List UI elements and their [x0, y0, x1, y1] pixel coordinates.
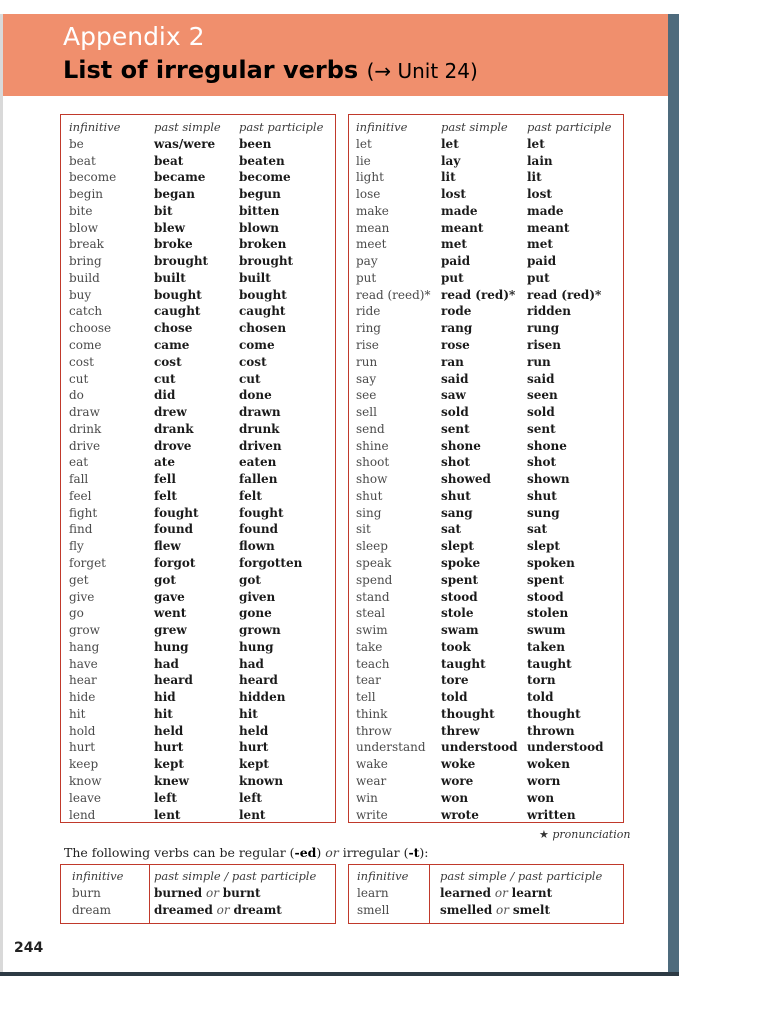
verb-past-participle: spoken — [527, 556, 575, 571]
verb-past-simple: showed — [441, 472, 491, 487]
verb-past-simple: shut — [441, 488, 471, 503]
intro-text-1: The following verbs can be regular ( — [64, 845, 295, 860]
verb-infinitive: hit — [69, 706, 86, 721]
intro-text-3: irregular ( — [338, 845, 409, 860]
verb-infinitive: teach — [356, 656, 390, 671]
verb-past-simple: came — [154, 338, 190, 352]
verb-past-simple: felt — [154, 488, 177, 503]
verb-infinitive: sell — [356, 405, 377, 420]
verb-past-participle: flown — [239, 539, 275, 554]
verb-past-simple: rang — [441, 321, 473, 336]
verb-infinitive: draw — [69, 405, 100, 420]
intro-text-2: ) — [316, 845, 326, 860]
verb-past-participle: stood — [527, 589, 564, 604]
verb-infinitive: hear — [69, 673, 97, 688]
verb-past-simple: made — [441, 203, 478, 218]
verb-past-participle: lent — [239, 807, 266, 822]
verb-infinitive: mean — [356, 220, 390, 235]
verb-infinitive: burn — [72, 886, 101, 900]
verb-past-simple: began — [154, 187, 195, 202]
column-header: infinitive — [72, 869, 124, 883]
verb-past-simple: saw — [441, 388, 466, 403]
verb-past-participle: begun — [239, 187, 281, 202]
verb-past-simple: got — [154, 572, 176, 587]
verb-infinitive: do — [69, 388, 84, 403]
intro-irregular: -t — [408, 845, 420, 860]
verb-past-simple: lent — [154, 807, 181, 822]
verb-past-simple: sold — [441, 405, 469, 420]
intro-text-4: ): — [419, 845, 429, 860]
verb-past-participle: hit — [239, 706, 258, 721]
intro-or: or — [325, 845, 339, 860]
verb-past-simple: hung — [154, 639, 189, 654]
verb-past-simple: drank — [154, 421, 194, 436]
verb-infinitive: forget — [69, 556, 107, 571]
verb-past-simple: tore — [441, 673, 469, 688]
column-header: past participle — [239, 120, 324, 134]
verb-infinitive: ring — [356, 321, 381, 336]
verb-forms: dreamed or dreamt — [154, 903, 282, 917]
verb-past-participle: hidden — [239, 690, 286, 705]
verb-infinitive: hide — [69, 690, 96, 705]
verb-past-simple: bit — [154, 203, 173, 218]
verb-past-simple: broke — [154, 237, 193, 252]
verb-infinitive: find — [69, 522, 93, 537]
verb-past-simple: met — [441, 237, 467, 252]
verb-past-simple: took — [441, 639, 471, 654]
column-header: past participle — [527, 120, 612, 134]
verb-past-participle: torn — [527, 673, 556, 688]
verb-past-participle: thrown — [527, 723, 575, 738]
verb-infinitive: spend — [356, 572, 393, 587]
verb-infinitive: fight — [69, 505, 98, 520]
verb-infinitive: learn — [357, 886, 389, 900]
verb-past-participle: done — [239, 388, 272, 403]
verb-infinitive: hurt — [69, 740, 96, 755]
verb-past-participle: lit — [527, 170, 542, 185]
verb-infinitive: pay — [356, 254, 378, 269]
verb-past-participle: driven — [239, 438, 282, 453]
verb-past-participle: grown — [239, 623, 281, 638]
verb-past-participle: been — [239, 136, 272, 151]
verb-infinitive: smell — [357, 903, 390, 917]
verb-past-participle: bought — [239, 287, 287, 302]
verb-past-participle: woken — [527, 757, 571, 772]
verb-past-simple: blew — [154, 220, 185, 235]
verb-past-participle: shone — [527, 438, 567, 453]
verb-past-participle: met — [527, 237, 553, 252]
verb-infinitive: bite — [69, 203, 93, 218]
verb-infinitive: think — [356, 706, 388, 721]
verb-past-participle: rung — [527, 321, 560, 336]
verb-past-simple: gave — [154, 589, 185, 604]
verb-infinitive: know — [69, 774, 102, 789]
verb-past-participle: gone — [239, 606, 272, 621]
verb-infinitive: light — [356, 170, 384, 185]
verb-past-simple: put — [441, 270, 464, 285]
verb-infinitive: fly — [69, 539, 84, 554]
verb-infinitive: eat — [69, 455, 89, 470]
verb-past-simple: sang — [441, 505, 473, 520]
verb-past-participle: built — [239, 270, 271, 285]
verb-past-simple: sat — [441, 522, 462, 537]
verb-past-participle: understood — [527, 740, 604, 755]
verb-past-participle: shot — [527, 455, 557, 470]
verb-past-simple: paid — [441, 254, 471, 269]
verb-infinitive: steal — [356, 606, 386, 621]
star-icon: ★ — [539, 828, 549, 841]
verb-past-participle: shown — [527, 472, 570, 487]
verb-past-simple: drove — [154, 438, 192, 453]
column-header: infinitive — [357, 869, 409, 883]
verb-infinitive: feel — [69, 488, 92, 503]
verb-infinitive: lose — [356, 187, 381, 202]
verb-past-participle: broken — [239, 237, 287, 252]
verb-past-participle: told — [527, 690, 554, 705]
verb-past-simple: drew — [154, 405, 187, 420]
verb-past-simple: thought — [441, 706, 495, 721]
verb-past-participle: sold — [527, 405, 555, 420]
verb-past-simple: fought — [154, 505, 199, 520]
page-title — [63, 56, 478, 84]
verb-past-simple: rode — [441, 304, 472, 319]
verb-past-simple: cost — [154, 354, 182, 369]
verb-infinitive: bring — [69, 254, 102, 269]
verb-past-participle: hurt — [239, 740, 269, 755]
verb-infinitive: swim — [356, 623, 388, 638]
verb-past-participle: sat — [527, 522, 548, 537]
verb-past-simple: lost — [441, 187, 466, 202]
verb-infinitive: keep — [69, 757, 99, 772]
verb-past-simple: grew — [154, 623, 187, 638]
verb-infinitive: drive — [69, 438, 101, 453]
verb-past-simple: wrote — [441, 807, 479, 822]
verb-past-participle: hung — [239, 639, 274, 654]
verb-past-simple: beat — [154, 153, 184, 168]
verb-past-participle: said — [527, 371, 555, 386]
verb-infinitive: beat — [69, 153, 96, 168]
appendix-label: Appendix 2 — [63, 22, 205, 51]
verb-past-simple: went — [154, 606, 187, 621]
verb-past-simple: woke — [441, 757, 476, 772]
verb-past-participle: swum — [527, 623, 566, 638]
verb-past-participle: caught — [239, 304, 286, 319]
verb-past-participle: seen — [527, 388, 558, 403]
verb-past-simple: ran — [441, 354, 464, 369]
verb-past-simple: meant — [441, 220, 484, 235]
verb-past-simple: hurt — [154, 740, 184, 755]
verb-past-participle: found — [239, 522, 279, 537]
verb-past-participle: shut — [527, 488, 557, 503]
verb-infinitive: lend — [69, 807, 96, 822]
verb-past-participle: let — [527, 136, 545, 151]
verb-infinitive: win — [356, 790, 378, 805]
verb-infinitive: meet — [356, 237, 387, 252]
verb-infinitive: shut — [356, 488, 383, 503]
verb-past-simple: won — [441, 790, 469, 805]
verb-past-participle: put — [527, 270, 550, 285]
verb-past-participle: got — [239, 572, 261, 587]
verb-past-participle: lain — [527, 153, 553, 168]
unit-reference: (→ Unit 24) — [366, 59, 478, 83]
verb-past-participle: cost — [239, 354, 267, 369]
verb-infinitive: build — [69, 270, 100, 285]
verb-past-participle: drawn — [239, 405, 281, 420]
verb-past-simple: knew — [154, 774, 190, 789]
appendix-header — [3, 14, 668, 96]
verb-infinitive: tear — [356, 673, 381, 688]
verb-past-simple: threw — [441, 723, 480, 738]
verb-infinitive: write — [356, 807, 388, 822]
verb-past-participle: meant — [527, 220, 570, 235]
verb-past-participle: run — [527, 354, 551, 369]
verb-infinitive: grow — [69, 623, 100, 638]
verb-past-participle: spent — [527, 572, 565, 587]
verb-infinitive: speak — [356, 556, 392, 571]
column-header: past simple / past participle — [440, 869, 603, 883]
verb-past-simple: swam — [441, 623, 479, 638]
verb-past-participle: held — [239, 723, 269, 738]
verb-past-simple: ate — [154, 455, 175, 470]
verb-infinitive: shoot — [356, 455, 390, 470]
regular-irregular-intro — [64, 845, 429, 860]
verb-infinitive: hold — [69, 723, 96, 738]
verb-past-simple: fell — [154, 472, 176, 487]
verb-past-simple: stole — [441, 606, 474, 621]
verb-past-participle: made — [527, 203, 564, 218]
verb-past-participle: become — [239, 170, 291, 185]
verb-infinitive: see — [356, 388, 377, 403]
verb-past-participle: bitten — [239, 203, 280, 218]
verb-forms: learned or learnt — [440, 886, 553, 900]
verb-past-simple: spoke — [441, 556, 481, 571]
verb-past-participle: left — [239, 790, 262, 805]
verb-past-simple: became — [154, 170, 206, 185]
verb-past-participle: won — [527, 790, 555, 805]
verb-infinitive: break — [69, 237, 104, 252]
verb-infinitive: blow — [69, 220, 99, 235]
verb-infinitive: become — [69, 170, 117, 185]
verb-forms: burned or burnt — [154, 886, 261, 900]
footnote-text: pronunciation — [552, 828, 631, 841]
verb-past-simple: did — [154, 388, 176, 403]
verb-past-participle: heard — [239, 673, 278, 688]
verb-infinitive: tell — [356, 690, 376, 705]
verb-forms: smelled or smelt — [440, 903, 551, 917]
verb-past-simple: found — [154, 522, 194, 537]
verb-past-simple: taught — [441, 656, 486, 671]
verb-past-participle: fought — [239, 505, 284, 520]
column-header: infinitive — [69, 120, 121, 134]
verb-infinitive: say — [356, 371, 377, 386]
verb-infinitive: read (reed)* — [356, 287, 431, 302]
verb-past-participle: slept — [527, 539, 560, 554]
verb-past-participle: stolen — [527, 606, 569, 621]
verb-past-simple: forgot — [154, 556, 196, 571]
verb-past-simple: let — [441, 136, 459, 151]
verb-past-simple: had — [154, 656, 179, 671]
verb-past-simple: chose — [154, 321, 193, 336]
verb-past-simple: flew — [154, 539, 181, 554]
verb-past-participle: blown — [239, 220, 280, 235]
verb-infinitive: shine — [356, 438, 389, 453]
verb-infinitive: wear — [356, 774, 387, 789]
verb-infinitive: cost — [69, 354, 94, 369]
page-right-edge — [668, 14, 679, 976]
verb-infinitive: stand — [356, 589, 390, 604]
verb-past-simple: built — [154, 270, 186, 285]
verb-infinitive: take — [356, 639, 383, 654]
verb-infinitive: throw — [356, 723, 392, 738]
verb-infinitive: fall — [69, 472, 89, 487]
intro-regular: -ed — [294, 845, 317, 860]
verb-infinitive: lie — [356, 153, 371, 168]
verb-past-participle: brought — [239, 254, 294, 269]
verb-past-simple: bought — [154, 287, 202, 302]
verb-past-participle: sung — [527, 505, 560, 520]
verb-infinitive: sing — [356, 505, 382, 520]
verb-past-simple: lay — [441, 153, 461, 168]
page-left-edge — [0, 14, 3, 976]
verb-infinitive: be — [69, 136, 84, 151]
verb-infinitive: understand — [356, 740, 426, 755]
verb-infinitive: go — [69, 606, 84, 621]
verb-past-simple: understood — [441, 740, 518, 755]
verb-past-simple: caught — [154, 304, 201, 319]
verb-past-participle: read (red)* — [527, 287, 602, 302]
verb-past-simple: slept — [441, 539, 474, 554]
verb-infinitive: put — [356, 270, 377, 285]
verb-past-simple: was/were — [154, 136, 216, 151]
verb-past-participle: beaten — [239, 153, 285, 168]
verb-past-participle: paid — [527, 254, 557, 269]
verb-infinitive: make — [356, 203, 389, 218]
verb-past-simple: wore — [441, 774, 474, 789]
verb-infinitive: sit — [356, 522, 371, 537]
verb-infinitive: run — [356, 354, 378, 369]
verb-infinitive: show — [356, 472, 388, 487]
column-header: past simple / past participle — [154, 869, 317, 883]
verb-past-participle: given — [239, 589, 276, 604]
verb-past-participle: lost — [527, 187, 552, 202]
verb-past-participle: known — [239, 774, 284, 789]
verb-past-participle: had — [239, 656, 264, 671]
verb-past-participle: forgotten — [239, 556, 303, 571]
verb-infinitive: hang — [69, 639, 100, 654]
verb-past-simple: shone — [441, 438, 481, 453]
verb-infinitive: rise — [356, 338, 379, 352]
verb-past-participle: come — [239, 338, 275, 352]
verb-infinitive: let — [356, 136, 372, 151]
verb-infinitive: sleep — [356, 539, 388, 554]
column-header: past simple — [441, 120, 508, 134]
verb-past-simple: shot — [441, 455, 471, 470]
verb-past-participle: ridden — [527, 304, 572, 319]
verb-past-participle: worn — [527, 774, 561, 789]
verb-past-simple: hit — [154, 706, 173, 721]
verb-past-participle: taken — [527, 639, 565, 654]
verb-past-participle: written — [527, 807, 576, 822]
verb-infinitive: wake — [356, 757, 388, 772]
verb-past-simple: rose — [441, 338, 470, 352]
column-header: infinitive — [356, 120, 408, 134]
verb-past-simple: sent — [441, 421, 470, 436]
verb-past-simple: cut — [154, 371, 176, 386]
verb-past-participle: risen — [527, 338, 561, 352]
verb-past-participle: taught — [527, 656, 572, 671]
verb-past-participle: fallen — [239, 472, 278, 487]
verb-infinitive: ride — [356, 304, 381, 319]
title-text: List of irregular verbs — [63, 56, 359, 84]
verb-infinitive: send — [356, 421, 385, 436]
verb-infinitive: catch — [69, 304, 103, 319]
verb-past-participle: thought — [527, 706, 581, 721]
page-number: 244 — [14, 940, 44, 956]
verb-infinitive: choose — [69, 321, 112, 336]
verb-past-simple: left — [154, 790, 177, 805]
verb-past-participle: chosen — [239, 321, 287, 336]
verb-infinitive: dream — [72, 903, 112, 917]
verb-past-simple: stood — [441, 589, 478, 604]
verb-infinitive: give — [69, 589, 95, 604]
verb-infinitive: buy — [69, 287, 92, 302]
verb-table-left — [60, 114, 336, 823]
verb-past-participle: felt — [239, 488, 262, 503]
verb-infinitive: have — [69, 656, 98, 671]
column-header: past simple — [154, 120, 221, 134]
verb-past-simple: spent — [441, 572, 479, 587]
verb-infinitive: come — [69, 338, 102, 352]
verb-past-simple: hid — [154, 690, 176, 705]
verb-infinitive: cut — [69, 371, 89, 386]
verb-past-simple: held — [154, 723, 184, 738]
verb-past-participle: drunk — [239, 421, 280, 436]
verb-past-simple: said — [441, 371, 469, 386]
pronunciation-footnote — [539, 828, 630, 841]
verb-past-simple: read (red)* — [441, 287, 516, 302]
verb-past-simple: kept — [154, 757, 184, 772]
verb-past-participle: kept — [239, 757, 269, 772]
verb-infinitive: drink — [69, 421, 102, 436]
verb-past-participle: eaten — [239, 455, 277, 470]
page-bottom-edge — [0, 972, 679, 976]
verb-infinitive: get — [69, 572, 89, 587]
verb-past-simple: brought — [154, 254, 209, 269]
verb-infinitive: leave — [69, 790, 101, 805]
verb-past-simple: told — [441, 690, 468, 705]
verb-past-simple: lit — [441, 170, 456, 185]
verb-past-participle: cut — [239, 371, 261, 386]
verb-past-simple: heard — [154, 673, 193, 688]
verb-past-participle: sent — [527, 421, 556, 436]
verb-infinitive: begin — [69, 187, 104, 202]
